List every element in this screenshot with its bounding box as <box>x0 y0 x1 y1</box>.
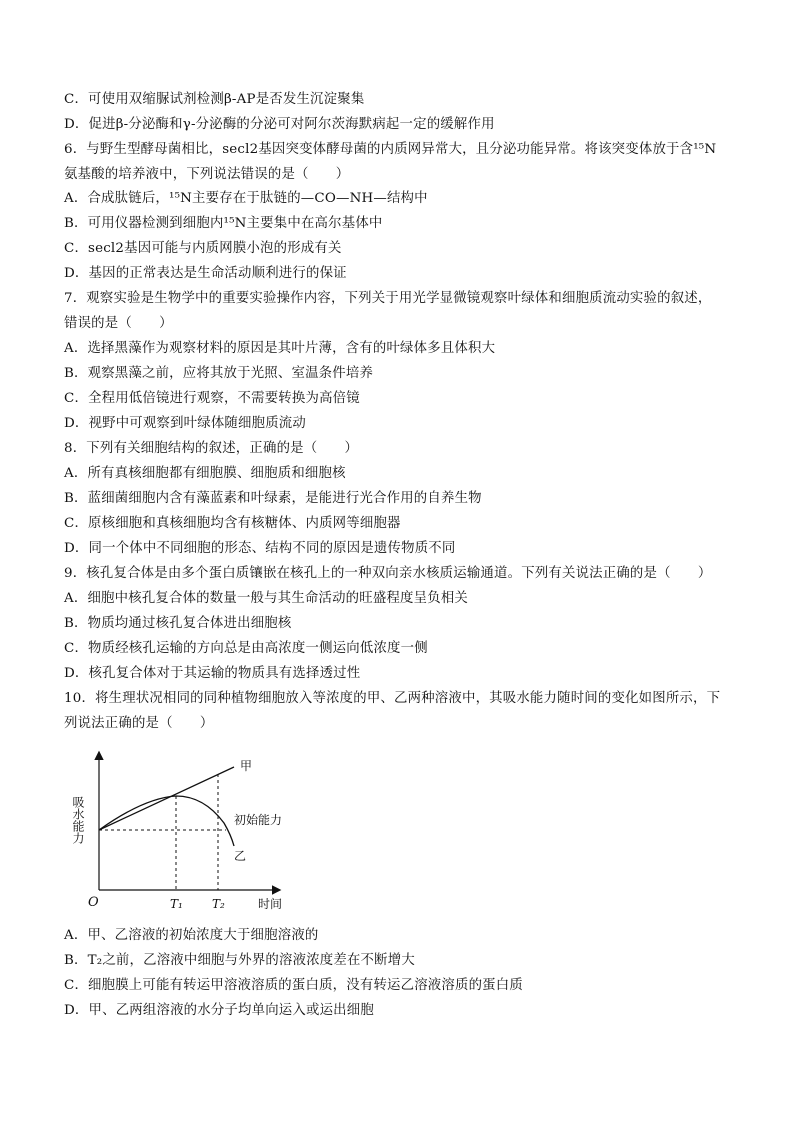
question-8-stem: 8．下列有关细胞结构的叙述，正确的是（ ） <box>64 441 359 456</box>
option-7d: D．视野中可观察到叶绿体随细胞质流动 <box>64 416 306 431</box>
question-9-stem: 9．核孔复合体是由多个蛋白质镶嵌在核孔上的一种双向亲水核质运输通道。下列有关说法正确的是（ ） <box>64 566 712 581</box>
curve-jia-label: 甲 <box>240 759 253 773</box>
text-line: 错误的是（ ） <box>64 316 173 331</box>
curve-yi-label: 乙 <box>234 849 247 863</box>
option-8b: B．蓝细菌细胞内含有藻蓝素和叶绿素，是能进行光合作用的自养生物 <box>64 491 482 506</box>
question-7-stem: 7．观察实验是生物学中的重要实验操作内容，下列关于用光学显微镜观察叶绿体和细胞质流动实验的叙述， <box>64 291 712 306</box>
option-7b: B．观察黑藻之前，应将其放于光照、室温条件培养 <box>64 366 374 381</box>
option-9a: A．细胞中核孔复合体的数量一般与其生命活动的旺盛程度呈负相关 <box>64 591 468 606</box>
option-9c: C．物质经核孔运输的方向总是由高浓度一侧运向低浓度一侧 <box>64 641 428 656</box>
text-line: 列说法正确的是（ ） <box>64 716 214 731</box>
x-axis-label: 时间 <box>258 897 283 911</box>
option-8c: C．原核细胞和真核细胞均含有核糖体、内质网等细胞器 <box>64 516 401 531</box>
t2-label: T₂ <box>212 897 225 911</box>
t1-label: T₁ <box>170 897 183 911</box>
curve-jia <box>99 767 234 830</box>
option-9b: B．物质均通过核孔复合体进出细胞核 <box>64 616 292 631</box>
question-6-stem: 6．与野生型酵母菌相比，secl2基因突变体酵母菌的内质网异常大，且分泌功能异常。将该突变体放于含¹⁵N <box>64 142 717 157</box>
option-9d: D．核孔复合体对于其运输的物质具有选择透过性 <box>64 666 361 681</box>
y-axis-label: 吸水能力 <box>71 796 85 844</box>
figure-svg <box>64 748 304 918</box>
option-6d: D．基因的正常表达是生命活动顺利进行的保证 <box>64 266 347 281</box>
question-10-stem: 10．将生理状况相同的同种植物细胞放入等浓度的甲、乙两种溶液中，其吸水能力随时间的变化如图所示，下 <box>64 691 721 706</box>
water-absorption-figure <box>64 748 304 918</box>
option-10c: C．细胞膜上可能有转运甲溶液溶质的蛋白质，没有转运乙溶液溶质的蛋白质 <box>64 978 523 993</box>
baseline-label: 初始能力 <box>234 813 283 827</box>
option-10b: B．T₂之前，乙溶液中细胞与外界的溶液浓度差在不断增大 <box>64 953 415 968</box>
option-6a: A．合成肽链后，¹⁵N主要存在于肽链的—CO—NH—结构中 <box>64 191 428 206</box>
option-10a: A．甲、乙溶液的初始浓度大于细胞溶液的 <box>64 928 319 943</box>
option-7c: C．全程用低倍镜进行观察，不需要转换为高倍镜 <box>64 391 360 406</box>
option-8d: D．同一个体中不同细胞的形态、结构不同的原因是遗传物质不同 <box>64 541 456 556</box>
text-line: D．促进β-分泌酶和γ-分泌酶的分泌可对阿尔茨海默病起一定的缓解作用 <box>64 117 495 132</box>
option-6b: B．可用仪器检测到细胞内¹⁵N主要集中在高尔基体中 <box>64 216 383 231</box>
origin-label: O <box>88 895 99 910</box>
text-line: 氨基酸的培养液中，下列说法错误的是（ ） <box>64 167 350 182</box>
option-8a: A．所有真核细胞都有细胞膜、细胞质和细胞核 <box>64 466 346 481</box>
option-10d: D．甲、乙两组溶液的水分子均单向运入或运出细胞 <box>64 1003 374 1018</box>
option-7a: A．选择黑藻作为观察材料的原因是其叶片薄，含有的叶绿体多且体积大 <box>64 341 496 356</box>
option-6c: C．secl2基因可能与内质网膜小泡的形成有关 <box>64 241 342 256</box>
text-line: C．可使用双缩脲试剂检测β-AP是否发生沉淀聚集 <box>64 92 365 107</box>
